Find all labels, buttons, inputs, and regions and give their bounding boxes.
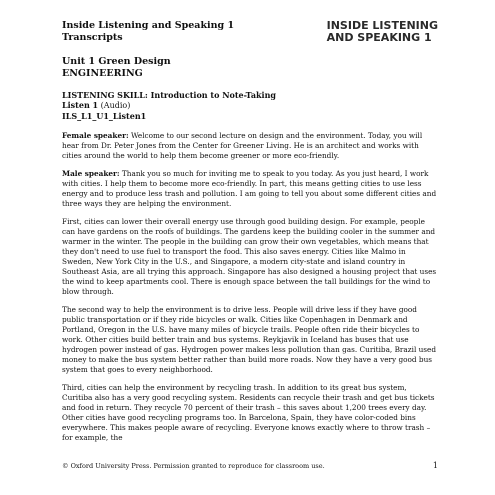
paragraph-recycling: Third, cities can help the environment by recycling trash. In addition to its great bus system, Curitiba also has a very good recycling system. Residents can recycle their trash and get bus tickets and food in return. They recycle 70 percent of their trash – this saves about 1,200 trees every day. Other cities have good recycling programs too. In Barcelona, Spain, they have color-coded bins everywhere. This makes people aware of recycling. Everyone knows exactly where to throw trash – for example, the	[62, 383, 435, 442]
listening-skill-block	[62, 90, 438, 121]
series-logo-line2: AND SPEAKING 1	[326, 30, 432, 44]
document-title-line1: Inside Listening and Speaking 1	[62, 20, 235, 31]
series-logo	[327, 20, 438, 43]
paragraph-male-speaker	[62, 169, 438, 209]
series-logo-line1: INSIDE LISTENING	[326, 19, 438, 32]
paragraph-text: Welcome to our second lecture on design and the environment. Today, you will hear from Dr. Peter Jones from the Center for Greener Living. He is an architect and works with cities around the world to help them become greener or more eco-friendly.	[62, 131, 423, 160]
listening-skill-label: LISTENING SKILL: Introduction to Note-Taking	[62, 90, 277, 100]
audio-code: ILS_L1_U1_Listen1	[62, 111, 147, 121]
listen-type: (Audio)	[98, 101, 131, 110]
page-header	[62, 20, 438, 43]
listen-label-line	[62, 100, 438, 111]
copyright-notice: © Oxford University Press. Permission granted to reproduce for classroom use.	[62, 462, 325, 470]
speaker-label-male: Male speaker:	[62, 169, 120, 178]
paragraph-drive-less: The second way to help the environment is to drive less. People will drive less if they have good public transportation or if they ride bicycles or walk. Cities like Copenhagen in Denmark and Portland, Oregon in the U.S. have many miles of bicycle trails. People often ride their bicycles to work. Other cities build better train and bus systems. Reykjavik in Iceland has buses that use hydrogen power instead of gas. Hydrogen power makes less pollution than gas. Curitiba, Brazil used money to make the bus system better rather than build more roads. Now they have a very good bus system that goes to every neighborhood.	[62, 305, 437, 374]
paragraph-text: Thank you so much for inviting me to speak to you today. As you just heard, I work with cities. I help them to become more eco-friendly. In part, this means getting cities to use less energy and to produce less trash and pollution. I am going to tell you about some different cities and three ways they are helping the environment.	[62, 169, 437, 208]
page-number: 1	[432, 461, 438, 470]
speaker-label-female: Female speaker:	[62, 131, 129, 140]
unit-subtitle: ENGINEERING	[62, 67, 143, 79]
paragraph-female-speaker	[62, 131, 438, 161]
page-footer	[62, 462, 438, 471]
unit-title: Unit 1 Green Design	[62, 56, 171, 67]
document-title-line2: Transcripts	[62, 31, 123, 43]
listen-label: Listen 1	[62, 100, 99, 110]
transcript-content	[62, 56, 438, 451]
paragraph-building-design: First, cities can lower their overall energy use through good building design. For example, people can have gardens on the roofs of buildings. The gardens keep the building cooler in the summer and warmer in the winter. The people in the building can grow their own vegetables, which means that they don't need to use fuel to transport the food. This also saves energy. Cities like Malmo in Sweden, New York City in the U.S., and Singapore, a modern city-state and island country in Southeast Asia, are all trying this approach. Singapore has also designed a housing project that uses the wind to keep apartments cool. There is enough space between the tall buildings for the wind to blow through.	[62, 217, 437, 296]
